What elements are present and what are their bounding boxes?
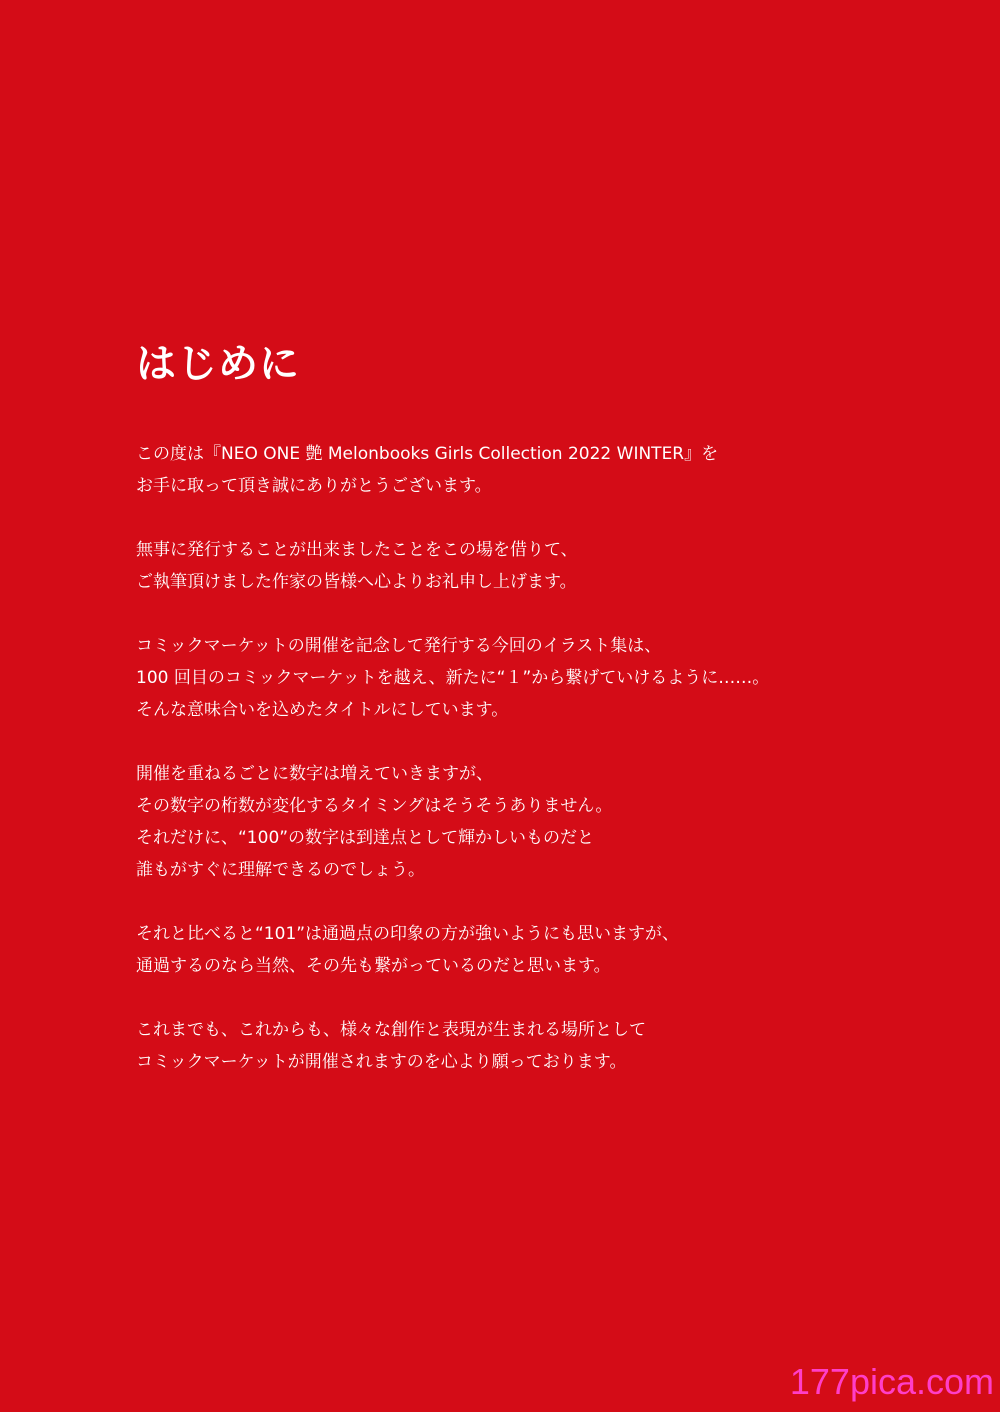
text-line: お手に取って頂き誠にありがとうございます。 [136, 476, 492, 496]
paragraph-5 [136, 918, 936, 982]
text-line: 通過するのなら当然、その先も繋がっているのだと思います。 [136, 956, 611, 976]
text-line: それと比べると“101”は通過点の印象の方が強いようにも思いますが、 [136, 924, 680, 944]
text-line: ご執筆頂けました作家の皆様へ心よりお礼申し上げます。 [136, 572, 577, 592]
paragraph-2 [136, 534, 936, 598]
intro-body [136, 438, 936, 1110]
page-title: はじめに [136, 341, 300, 387]
text-line: 100 回目のコミックマーケットを越え、新たに“１”から繋げていけるように……。 [136, 668, 770, 688]
text-line: そんな意味合いを込めたタイトルにしています。 [136, 700, 509, 720]
watermark: 177pica.com [789, 1361, 994, 1402]
text-line: コミックマーケットの開催を記念して発行する今回のイラスト集は、 [136, 636, 662, 656]
paragraph-6 [136, 1014, 936, 1078]
text-line: 開催を重ねるごとに数字は増えていきますが、 [136, 764, 493, 784]
text-line: 無事に発行することが出来ましたことをこの場を借りて、 [136, 540, 578, 560]
paragraph-4 [136, 758, 936, 886]
text-line: これまでも、これからも、様々な創作と表現が生まれる場所として [136, 1020, 646, 1040]
text-line: その数字の桁数が変化するタイミングはそうそうありません。 [136, 796, 613, 816]
text-line: この度は『NEO ONE 艶 Melonbooks Girls Collection 2022 WINTER』を [136, 444, 719, 464]
text-line: コミックマーケットが開催されますのを心より願っております。 [136, 1052, 627, 1072]
paragraph-3 [136, 630, 936, 726]
paragraph-1 [136, 438, 936, 502]
text-line: 誰もがすぐに理解できるのでしょう。 [136, 860, 425, 880]
text-line: それだけに、“100”の数字は到達点として輝かしいものだと [136, 828, 595, 848]
